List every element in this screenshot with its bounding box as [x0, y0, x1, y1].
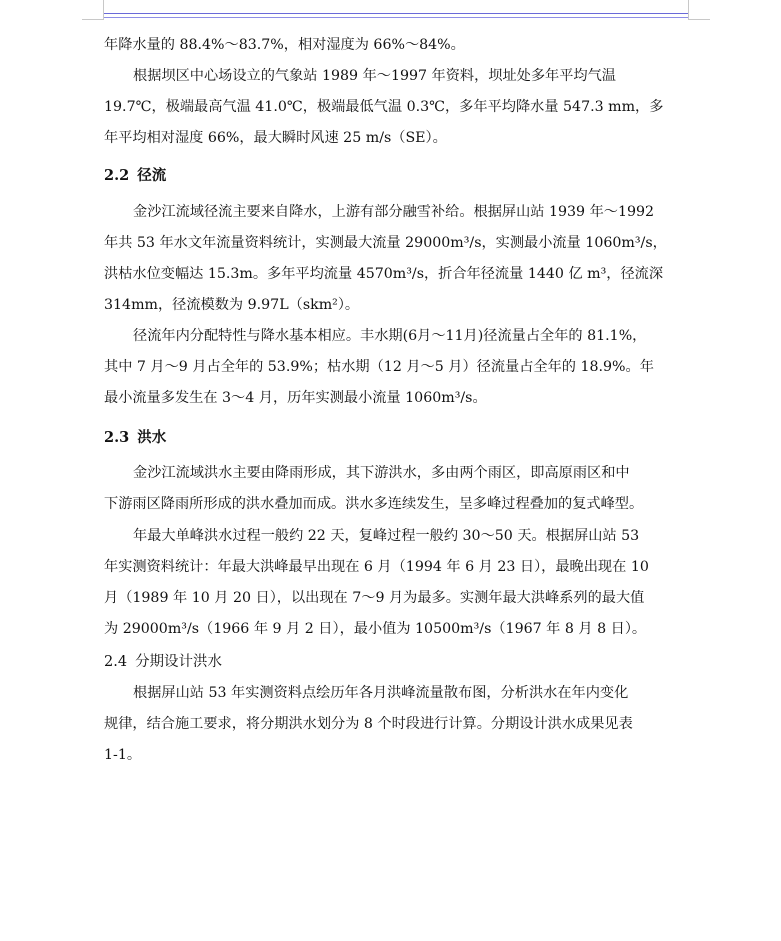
- paragraph-line: 19.7℃，极端最高气温 41.0℃，极端最低气温 0.3℃，多年平均降水量 547.3 mm，多: [104, 99, 664, 115]
- margin-corner-mark-right: [688, 0, 689, 20]
- paragraph-line: 年共 53 年水文年流量资料统计，实测最大流量 29000m³/s，实测最小流量 1060m³/s，: [104, 235, 667, 251]
- paragraph-line: 月（1989 年 10 月 20 日），以出现在 7～9 月为最多。实测年最大洪峰系列的最大值: [104, 590, 645, 606]
- paragraph-line: 最小流量多发生在 3～4 月，历年实测最小流量 1060m³/s。: [104, 390, 487, 406]
- header-rule: [104, 17, 688, 18]
- paragraph-line: 314mm，径流模数为 9.97L（skm²）。: [104, 297, 360, 313]
- paragraph-line: 金沙江流域洪水主要由降雨形成，其下游洪水，多由两个雨区，即高原雨区和中: [133, 465, 630, 481]
- header-rule: [104, 13, 688, 14]
- paragraph-line: 为 29000m³/s（1966 年 9 月 2 日），最小值为 10500m³/s（1967 年 8 月 8 日）。: [104, 621, 647, 637]
- paragraph-line: 根据坝区中心场设立的气象站 1989 年～1997 年资料，坝址处多年平均气温: [133, 68, 616, 84]
- paragraph-line: 径流年内分配特性与降水基本相应。丰水期(6月～11月)径流量占全年的 81.1%，: [133, 328, 647, 344]
- margin-corner-mark-right: [689, 19, 710, 20]
- section-heading: [104, 422, 166, 453]
- paragraph-line: 金沙江流域径流主要来自降水，上游有部分融雪补给。根据屏山站 1939 年～1992: [133, 204, 655, 220]
- paragraph-line: 1-1。: [104, 747, 142, 763]
- section-heading: [104, 160, 166, 191]
- section-title: 径流: [137, 167, 167, 184]
- section-number: 2.3: [104, 429, 130, 446]
- paragraph-line: 其中 7 月～9 月占全年的 53.9%；枯水期（12 月～5 月）径流量占全年的 18.9%。年: [104, 359, 654, 375]
- margin-corner-mark-left: [82, 19, 103, 20]
- section-title: 洪水: [137, 429, 167, 446]
- paragraph-line: 年平均相对湿度 66%，最大瞬时风速 25 m/s（SE）。: [104, 130, 447, 146]
- section-title: 分期设计洪水: [135, 654, 223, 670]
- section-number: 2.2: [104, 167, 130, 184]
- section-heading: [104, 647, 222, 678]
- section-number: 2.4: [104, 654, 128, 670]
- paragraph-line: 洪枯水位变幅达 15.3m。多年平均流量 4570m³/s，折合年径流量 1440 亿 m³，径流深: [104, 266, 664, 282]
- paragraph-line: 规律，结合施工要求，将分期洪水划分为 8 个时段进行计算。分期设计洪水成果见表: [104, 716, 633, 732]
- paragraph-line: 年最大单峰洪水过程一般约 22 天，复峰过程一般约 30～50 天。根据屏山站 53: [133, 528, 640, 544]
- paragraph-line: 年实测资料统计：年最大洪峰最早出现在 6 月（1994 年 6 月 23 日），最晚出现在 10: [104, 559, 649, 575]
- paragraph-line: 下游雨区降雨所形成的洪水叠加而成。洪水多连续发生，呈多峰过程叠加的复式峰型。: [104, 496, 644, 512]
- paragraph-line: 年降水量的 88.4%～83.7%，相对湿度为 66%～84%。: [104, 37, 465, 53]
- paragraph-line: 根据屏山站 53 年实测资料点绘历年各月洪峰流量散布图，分析洪水在年内变化: [133, 685, 629, 701]
